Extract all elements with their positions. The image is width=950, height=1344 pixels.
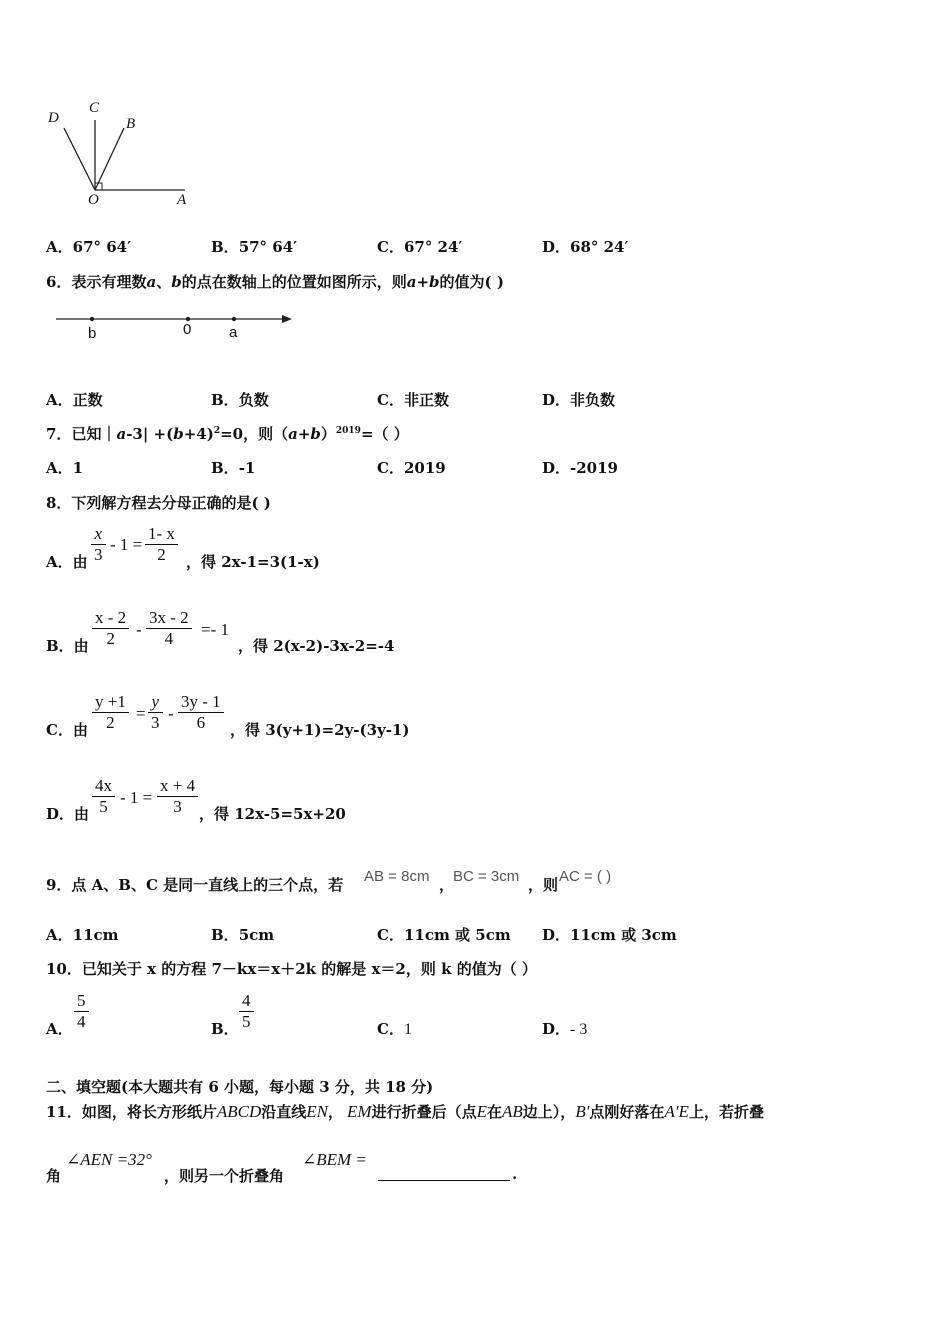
q11-answer-blank[interactable] (378, 1166, 510, 1181)
q8a-frac2: 1- x 2 (145, 524, 178, 565)
q8a-mid: - 1 = (110, 535, 143, 554)
ray-ob (95, 128, 124, 190)
q8c-frac2: y 3 (148, 692, 163, 733)
q6-option-d[interactable]: D．非负数 (542, 391, 616, 409)
q8-option-a[interactable]: A．由 (46, 553, 88, 571)
label-b: B (126, 116, 136, 132)
label-a: A (177, 192, 187, 208)
q11-end: . (512, 1165, 518, 1183)
q10-option-d[interactable]: D．- 3 (542, 1020, 588, 1038)
q8a-result: ，得 2x-1=3(1-x) (186, 553, 320, 571)
q5-option-b[interactable]: B．57° 64′ (211, 238, 298, 256)
q8a-frac1: x 3 (91, 524, 106, 565)
q8d-result: ，得 12x-5=5x+20 (199, 805, 346, 823)
q8c-mid1: = (136, 704, 146, 723)
q8b-mid2: =- 1 (201, 620, 229, 639)
q10a-frac: 5 4 (74, 991, 89, 1032)
q8-option-b[interactable]: B．由 (46, 637, 89, 655)
axis-label-a: a (229, 324, 238, 341)
q9-then: ，则 (528, 876, 559, 894)
q8b-mid1: - (136, 620, 142, 639)
q9-bc: BC = 3cm (453, 868, 520, 885)
q10-stem: 10．已知关于 x 的方程 7－kx＝x＋2k 的解是 x＝2，则 k 的值为（ ） (46, 960, 537, 978)
q9-stem: 9．点 A、B、C 是同一直线上的三个点，若 (46, 876, 344, 894)
q11-line2-start: 角 (46, 1167, 62, 1185)
q10-option-c[interactable]: C．1 (377, 1020, 412, 1038)
ray-od (64, 128, 95, 190)
q10b-frac: 4 5 (239, 991, 254, 1032)
q9-option-d[interactable]: D．11cm 或 3cm (542, 926, 677, 944)
point-b (90, 317, 94, 321)
q11-line2-mid: ，则另一个折叠角 (164, 1167, 285, 1185)
angle-figure (40, 98, 200, 213)
q6-option-c[interactable]: C．非正数 (377, 391, 449, 409)
q7-option-a[interactable]: A．1 (46, 459, 84, 477)
q8-option-c[interactable]: C．由 (46, 721, 88, 739)
q8d-mid: - 1 = (120, 788, 153, 807)
q8c-frac1: y +1 2 (92, 692, 129, 733)
q6-option-a[interactable]: A．正数 (46, 391, 103, 409)
label-d: D (48, 110, 59, 126)
q9-ab: AB = 8cm (364, 868, 430, 885)
q9-comma: ， (439, 876, 455, 894)
q7-option-c[interactable]: C．2019 (377, 459, 446, 477)
q8-stem: 8．下列解方程去分母正确的是( ) (46, 494, 271, 512)
axis-label-b: b (88, 325, 97, 342)
arrow-head (282, 315, 292, 323)
q7-option-b[interactable]: B．-1 (211, 459, 256, 477)
q5-option-c[interactable]: C．67° 24′ (377, 238, 463, 256)
q11-line1: 11．如图，将长方形纸片ABCD沿直线EN， EM进行折叠后（点E在AB边上），B′点刚好落在A′E上，若折叠 (46, 1102, 764, 1121)
q7-stem: 7．已知｜a-3| $+(b+4)^2=0$，则$(a+b)^{2019}=$（ ） (46, 425, 409, 443)
q8b-result: ，得 2(x-2)-3x-2=-4 (238, 637, 395, 655)
q9-option-c[interactable]: C．11cm 或 5cm (377, 926, 511, 944)
q9-ac: AC = ( ) (559, 868, 612, 885)
q11-angle-bem: ∠BEM = (302, 1150, 367, 1169)
label-c: C (89, 100, 100, 116)
q7-option-d[interactable]: D．-2019 (542, 459, 618, 477)
section-2-heading: 二、填空题(本大题共有 6 小题，每小题 3 分，共 18 分) (46, 1078, 434, 1096)
q9-option-a[interactable]: A．11cm (46, 926, 119, 944)
q6-stem: 6．表示有理数a、b的点在数轴上的位置如图所示，则a+b的值为( ) (46, 273, 504, 291)
q8c-result: ，得 3(y+1)=2y-(3y-1) (230, 721, 410, 739)
label-o: O (88, 192, 99, 208)
q10-option-b[interactable]: B． (211, 1020, 239, 1038)
q8b-frac2: 3x - 2 4 (146, 608, 192, 649)
q5-option-a[interactable]: A．67° 64′ (46, 238, 132, 256)
point-a (232, 317, 236, 321)
q5-option-d[interactable]: D．68° 24′ (542, 238, 629, 256)
q10-option-a[interactable]: A． (46, 1020, 73, 1038)
q8c-mid2: - (168, 704, 174, 723)
q8b-frac1: x - 2 2 (92, 608, 129, 649)
axis-label-zero: 0 (183, 321, 192, 338)
q8d-frac1: 4x 5 (92, 776, 115, 817)
q9-option-b[interactable]: B．5cm (211, 926, 275, 944)
q6-option-b[interactable]: B．负数 (211, 391, 269, 409)
q8-option-d[interactable]: D．由 (46, 805, 90, 823)
q8d-frac2: x + 4 3 (157, 776, 198, 817)
q8c-frac3: 3y - 1 6 (178, 692, 224, 733)
q11-angle-aen: ∠AEN =32° (66, 1150, 152, 1169)
